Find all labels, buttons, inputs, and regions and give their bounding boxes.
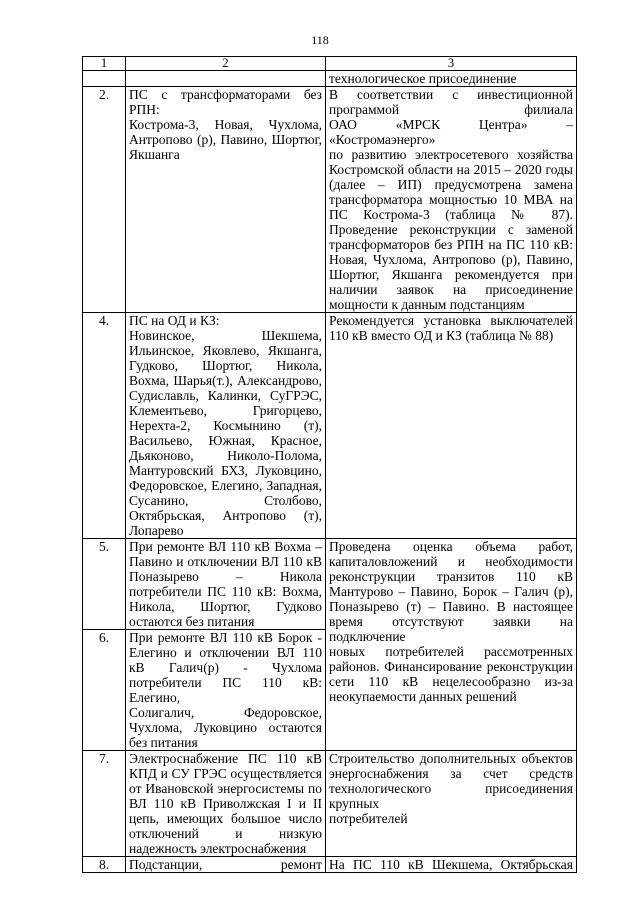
measure-cell [326, 71, 577, 87]
issue-text-line: Гудково, Шортюг, Никола, [129, 358, 322, 373]
measure-text-line: Строительство дополнительных объектов [329, 751, 573, 766]
measure-cell [326, 857, 577, 873]
measure-text-line: энергоснабжения за счет средств [329, 766, 573, 781]
issue-text-line: Дьяконово, Николо-Полома, [129, 448, 322, 463]
measure-cell [326, 751, 577, 857]
measure-text-line: (далее – ИП) предусмотрена замена [329, 177, 573, 192]
issue-text-line: ПС на ОД и КЗ: [129, 313, 220, 328]
issue-text-line: Кострома-3, Новая, Чухлома, [129, 117, 322, 132]
issue-text-line: Елегино и отключении ВЛ 110 [129, 645, 322, 660]
page-number: 118 [311, 33, 329, 47]
issue-text-line: от Ивановской энергосистемы по [129, 781, 322, 796]
issue-text-line: Клементьево, Григорцево, [129, 403, 322, 418]
measure-text-line: На ПС 110 кВ Шекшема, Октябрьская [329, 857, 573, 872]
row-number-cell: 2. [83, 87, 126, 313]
issue-text-line: Электроснабжение ПС 110 кВ [129, 751, 322, 766]
issue-text-line: Чухлома, Луковцино остаются [129, 720, 322, 735]
issue-text-line: надежность электроснабжения [129, 841, 307, 856]
issue-text-line: Нерехта-2, Космынино (т), [129, 418, 322, 433]
measure-text-line: 110 кВ вместо ОД и КЗ (таблица № 88) [329, 328, 554, 343]
issue-cell [126, 87, 326, 313]
measure-text-line: реконструкции транзитов 110 кВ [329, 569, 573, 584]
row-number-cell: 7. [83, 751, 126, 857]
issue-text-line: Ильинское, Яковлево, Якшанга, [129, 343, 322, 358]
measure-cell [326, 87, 577, 313]
issue-text-line: без питания [129, 735, 198, 750]
measure-text-line: Новая, Чухлома, Антропово (р), Павино, [329, 252, 573, 267]
measure-text-line: новых потребителей рассмотренных [329, 644, 573, 659]
issue-cell [126, 630, 326, 751]
issue-text-line: РПН: [129, 102, 160, 117]
measure-text-line: районов. Финансирование реконструкции [329, 659, 573, 674]
table-header-row [83, 57, 577, 71]
measure-text-line: по развитию электросетевого хозяйства [329, 147, 573, 162]
measure-text-line: технологического присоединения крупных [329, 781, 573, 811]
issue-text-line: Сусанино, Столбово, [129, 493, 322, 508]
issue-text-line: Октябрьская, Антропово (т), [129, 508, 322, 523]
issue-text-line: Судиславль, Калинки, СуГРЭС, [129, 388, 322, 403]
issue-text-line: Солигалич, Федоровское, [129, 705, 322, 720]
issue-text-line: Поназырево – Никола [129, 569, 322, 584]
row-number-cell: 5. [83, 539, 126, 630]
issue-text-line: кВ Галич(р) - Чухлома [129, 660, 322, 675]
issue-text-line: отключений и низкую [129, 826, 322, 841]
issue-text-line: потребители ПС 110 кВ: Елегино, [129, 675, 322, 705]
issue-cell [126, 313, 326, 539]
measure-text-line: потребителей [329, 811, 408, 826]
measure-text-line: Мантурово – Павино, Борок – Галич (р), [329, 584, 573, 599]
measure-cell [326, 313, 577, 539]
issue-text-line: Никола, Шортюг, Гудково [129, 599, 322, 614]
issue-text-line: потребители ПС 110 кВ: Вохма, [129, 584, 322, 599]
table-row [83, 313, 577, 539]
measure-text-line: Поназырево (т) – Павино. В настоящее [329, 599, 573, 614]
measure-text-line: сети 110 кВ нецелесообразно из-за [329, 674, 573, 689]
measure-text-line: Шортюг, Якшанга рекомендуется при [329, 267, 573, 282]
issue-text-line: Васильево, Южная, Красное, [129, 433, 322, 448]
issue-text-line: Новинское, Шекшема, [129, 328, 322, 343]
measure-cell [326, 539, 577, 751]
issue-text-line: остаются без питания [129, 614, 255, 629]
issue-text-line: Якшанга [129, 147, 180, 162]
issue-text-line: ВЛ 110 кВ Приволжская I и II [129, 796, 322, 811]
row-number-cell [83, 71, 126, 87]
issue-text-line: Подстанции, ремонт [129, 857, 322, 872]
header-cell-1: 1 [83, 57, 126, 71]
issue-text-line: Антропово (р), Павино, Шортюг, [129, 132, 322, 147]
table-row [83, 751, 577, 857]
issue-text-line: КПД и СУ ГРЭС осуществляется [129, 766, 322, 781]
table-row [83, 539, 577, 630]
issue-text-line: цепь, имеющих большое число [129, 811, 322, 826]
header-cell-2: 2 [126, 57, 326, 71]
issue-text-line: При ремонте ВЛ 110 кВ Вохма – [129, 539, 322, 554]
issue-text-line: Вохма, Шарья(т.), Александрово, [129, 373, 322, 388]
measure-text-line: мощности к данным подстанциям [329, 297, 525, 312]
header-cell-3: 3 [326, 57, 577, 71]
recommendations-table [82, 56, 577, 873]
measure-text-line: Рекомендуется установка выключателей [329, 313, 573, 328]
issue-cell [126, 751, 326, 857]
issue-text-line: Мантуровский БХЗ, Луковцино, [129, 463, 322, 478]
measure-text-line: время отсутствуют заявки на подключение [329, 614, 573, 644]
measure-text-line: технологическое присоединение [329, 71, 517, 86]
measure-text-line: трансформатора мощностью 10 МВА на [329, 192, 573, 207]
issue-cell [126, 539, 326, 630]
issue-cell [126, 857, 326, 873]
measure-text-line: Проведена оценка объема работ, [329, 539, 573, 554]
measure-text-line: капиталовложений и необходимости [329, 554, 573, 569]
row-number-cell: 8. [83, 857, 126, 873]
issue-text-line: Лопарево [129, 523, 184, 538]
issue-text-line: ПС с трансформаторами без [129, 87, 322, 102]
table-row [83, 857, 577, 873]
measure-text-line: Костромской области на 2015 – 2020 годы [329, 162, 573, 177]
measure-text-line: программой филиала [329, 102, 573, 117]
measure-text-line: ПС Кострома-3 (таблица № 87). [329, 207, 573, 222]
issue-text-line: При ремонте ВЛ 110 кВ Борок - [129, 630, 322, 645]
issue-text-line: Федоровское, Елегино, Западная, [129, 478, 322, 493]
measure-text-line: ОАО «МРСК Центра» – «Костромаэнерго» [329, 117, 573, 147]
measure-text-line: В соответствии с инвестиционной [329, 87, 573, 102]
table-row [83, 87, 577, 313]
row-number-cell: 6. [83, 630, 126, 751]
table-row [83, 71, 577, 87]
measure-text-line: наличии заявок на присоединение [329, 282, 573, 297]
measure-text-line: неокупаемости данных решений [329, 689, 517, 704]
measure-text-line: трансформаторов без РПН на ПС 110 кВ: [329, 237, 573, 252]
issue-cell [126, 71, 326, 87]
measure-text-line: Проведение реконструкции с заменой [329, 222, 573, 237]
row-number-cell: 4. [83, 313, 126, 539]
issue-text-line: Павино и отключении ВЛ 110 кВ [129, 554, 322, 569]
